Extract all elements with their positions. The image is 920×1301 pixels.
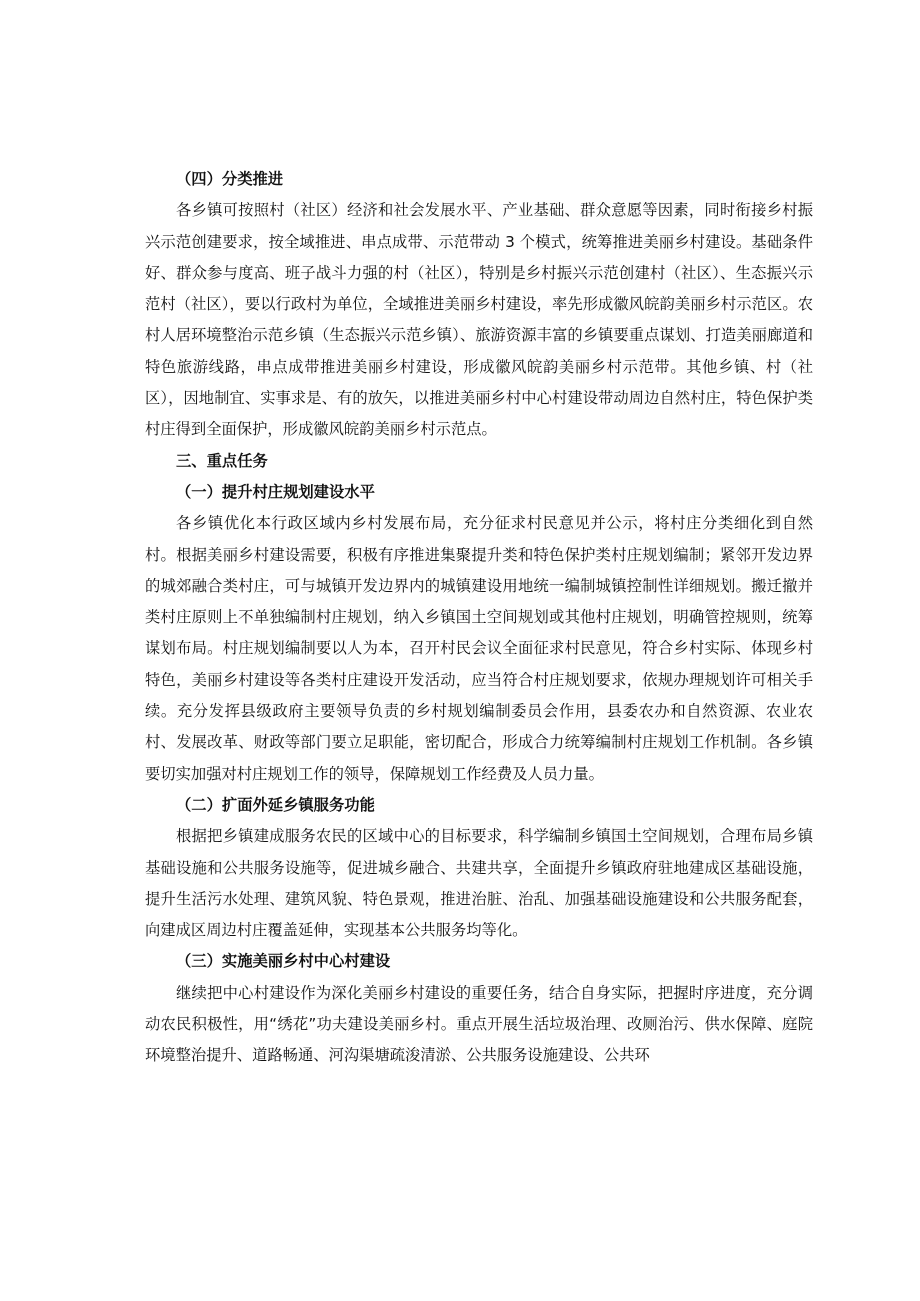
paragraph-village-planning: 各乡镇优化本行政区域内乡村发展布局，充分征求村民意见并公示，将村庄分类细化到自然村。根据美丽乡村建设需要，积极有序推进集聚提升类和特色保护类村庄规划编制；紧邻开发边界的城郊融合类村庄，可与城镇开发边界内的城镇建设用地统一编制城镇控制性详细规划。搬迁撤并类村庄原则上不单独编制村庄规划，纳入乡镇国土空间规划或其他村庄规划，明确管控规则，统筹谋划布局。村庄规划编制要以人为本，召开村民会议全面征求村民意见，符合乡村实际、体现乡村特色，美丽乡村建设等各类村庄建设开发活动，应当符合村庄规划要求，依规办理规划许可相关手续。充分发挥县级政府主要领导负责的乡村规划编制委员会作用，县委农办和自然资源、农业农村、发展改革、财政等部门要立足职能，密切配合，形成合力统筹编制村庄规划工作机制。各乡镇要切实加强对村庄规划工作的领导，保障规划工作经费及人员力量。 bbox=[145, 514, 813, 783]
chapter-heading-key-tasks: 三、重点任务 bbox=[176, 451, 268, 470]
section-heading-central-village: （三）实施美丽乡村中心村建设 bbox=[176, 952, 391, 971]
section-heading-township-services: （二）扩面外延乡镇服务功能 bbox=[176, 795, 375, 814]
document-body bbox=[145, 164, 813, 1072]
paragraph-central-village: 继续把中心村建设作为深化美丽乡村建设的重要任务，结合自身实际，把握时序进度，充分调动农民积极性，用“绣花”功夫建设美丽乡村。重点开展生活垃圾治理、改厕治污、供水保障、庭院环境整治提升、道路畅通、河沟渠塘疏浚清淤、公共服务设施建设、公共环 bbox=[145, 983, 813, 1065]
paragraph-classified-advance: 各乡镇可按照村（社区）经济和社会发展水平、产业基础、群众意愿等因素，同时衔接乡村振兴示范创建要求，按全域推进、串点成带、示范带动 3 个模式，统筹推进美丽乡村建设。基础条件好、群众参与度高、班子战斗力强的村（社区），特别是乡村振兴示范创建村（社区）、生态振兴示范村（社区），要以行政村为单位，全域推进美丽乡村建设，率先形成徽风皖韵美丽乡村示范区。农村人居环境整治示范乡镇（生态振兴示范乡镇）、旅游资源丰富的乡镇要重点谋划、打造美丽廊道和特色旅游线路，串点成带推进美丽乡村建设，形成徽风皖韵美丽乡村示范带。其他乡镇、村（社区），因地制宜、实事求是、有的放矢，以推进美丽乡村中心村建设带动周边自然村庄，特色保护类村庄得到全面保护，形成徽风皖韵美丽乡村示范点。 bbox=[145, 201, 813, 439]
paragraph-township-services: 根据把乡镇建成服务农民的区域中心的目标要求，科学编制乡镇国土空间规划，合理布局乡镇基础设施和公共服务设施等，促进城乡融合、共建共享，全面提升乡镇政府驻地建成区基础设施，提升生活污水处理、建筑风貌、特色景观，推进治脏、治乱、加强基础设施建设和公共服务配套，向建成区周边村庄覆盖延伸，实现基本公共服务均等化。 bbox=[145, 827, 813, 940]
section-heading-village-planning: （一）提升村庄规划建设水平 bbox=[176, 482, 375, 501]
section-heading-classified-advance: （四）分类推进 bbox=[176, 170, 284, 188]
